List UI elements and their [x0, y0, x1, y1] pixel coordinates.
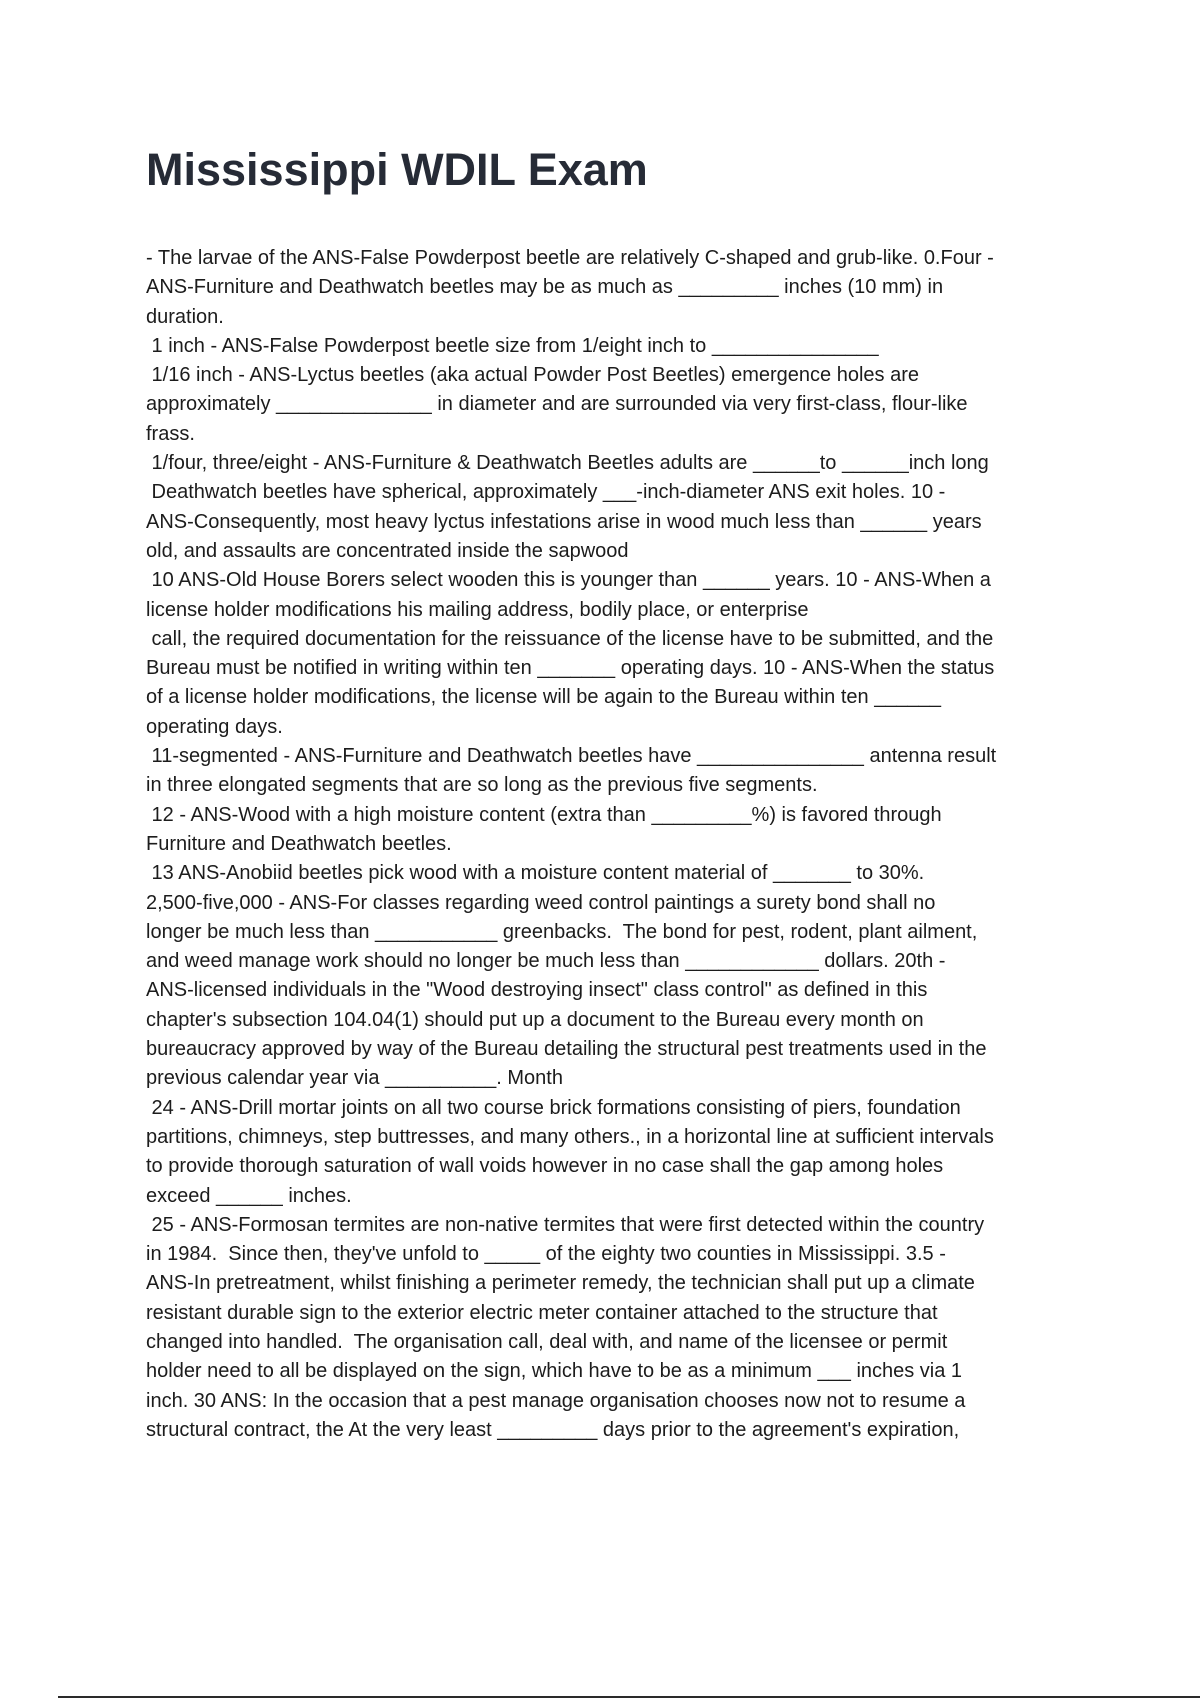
bottom-divider: [58, 1696, 1200, 1698]
text-line: - The larvae of the ANS-False Powderpost beetle are relatively C-shaped and grub-like. 0.Four -: [146, 247, 994, 269]
text-line: 24 - ANS-Drill mortar joints on all two course brick formations consisting of piers, foundation: [146, 1096, 961, 1119]
text-line: operating days.: [146, 715, 283, 738]
text-line: resistant durable sign to the exterior electric meter container attached to the structure that: [146, 1301, 938, 1324]
page-title: Mississippi WDIL Exam: [146, 144, 648, 195]
text-line: to provide thorough saturation of wall voids however in no case shall the gap among holes: [146, 1155, 944, 1178]
text-line: inch. 30 ANS: In the occasion that a pest manage organisation chooses now not to resume a: [146, 1389, 966, 1412]
text-line: ANS-licensed individuals in the "Wood destroying insect" class control" as defined in this: [146, 979, 928, 1002]
text-line: Bureau must be notified in writing within ten _______ operating days. 10 - ANS-When the status: [146, 657, 995, 680]
text-line: structural contract, the At the very least _________ days prior to the agreement's expiration,: [146, 1418, 960, 1441]
text-line: duration.: [146, 305, 224, 328]
text-line: 11-segmented - ANS-Furniture and Deathwatch beetles have _______________ antenna result: [146, 745, 997, 768]
text-line: ANS-Furniture and Deathwatch beetles may be as much as _________ inches (10 mm) in: [146, 276, 944, 299]
text-line: Deathwatch beetles have spherical, approximately ___-inch-diameter ANS exit holes. 10 -: [146, 481, 946, 504]
text-line: 13 ANS-Anobiid beetles pick wood with a moisture content material of _______ to 30%.: [146, 862, 925, 885]
text-line: of a license holder modifications, the license will be again to the Bureau within ten ______: [146, 686, 941, 709]
text-line: and weed manage work should no longer be much less than ____________ dollars. 20th -: [146, 950, 946, 973]
text-line: frass.: [146, 422, 195, 445]
text-line: in 1984. Since then, they've unfold to _____ of the eighty two counties in Mississippi. 3.5 -: [146, 1243, 946, 1266]
text-line: license holder modifications his mailing address, bodily place, or enterprise: [146, 598, 809, 621]
text-line: previous calendar year via __________. Month: [146, 1067, 563, 1090]
text-line: call, the required documentation for the reissuance of the license have to be submitted, and the: [146, 627, 994, 650]
text-line: approximately ______________ in diameter and are surrounded via very first-class, flour-like: [146, 393, 968, 416]
text-line: longer be much less than ___________ greenbacks. The bond for pest, rodent, plant ailment,: [146, 920, 978, 943]
text-line: changed into handled. The organisation call, deal with, and name of the licensee or permit: [146, 1330, 948, 1353]
text-line: bureaucracy approved by way of the Bureau detailing the structural pest treatments used in the: [146, 1038, 987, 1061]
text-line: 1/four, three/eight - ANS-Furniture & Deathwatch Beetles adults are ______to ______inch long: [146, 452, 989, 475]
text-line: ANS-Consequently, most heavy lyctus infestations arise in wood much less than ______ years: [146, 510, 982, 533]
text-line: holder need to all be displayed on the sign, which have to be as a minimum ___ inches via 1: [146, 1360, 963, 1383]
document-body: [146, 244, 1126, 1445]
text-line: Furniture and Deathwatch beetles.: [146, 832, 452, 855]
text-line: partitions, chimneys, step buttresses, and many others., in a horizontal line at sufficient intervals: [146, 1125, 994, 1148]
text-line: 2,500-five,000 - ANS-For classes regarding weed control paintings a surety bond shall no: [146, 891, 936, 914]
text-line: ANS-In pretreatment, whilst finishing a perimeter remedy, the technician shall put up a climate: [146, 1272, 975, 1295]
text-line: chapter's subsection 104.04(1) should put up a document to the Bureau every month on: [146, 1008, 924, 1031]
text-line: 12 - ANS-Wood with a high moisture content (extra than _________%) is favored through: [146, 803, 942, 826]
text-line: 10 ANS-Old House Borers select wooden this is younger than ______ years. 10 - ANS-When a: [146, 569, 991, 592]
text-line: old, and assaults are concentrated inside the sapwood: [146, 539, 629, 562]
text-line: 25 - ANS-Formosan termites are non-native termites that were first detected within the country: [146, 1213, 985, 1236]
text-line: 1 inch - ANS-False Powderpost beetle size from 1/eight inch to _______________: [146, 334, 879, 357]
text-line: exceed ______ inches.: [146, 1184, 352, 1207]
text-line: in three elongated segments that are so long as the previous five segments.: [146, 774, 818, 797]
text-line: 1/16 inch - ANS-Lyctus beetles (aka actual Powder Post Beetles) emergence holes are: [146, 364, 919, 387]
